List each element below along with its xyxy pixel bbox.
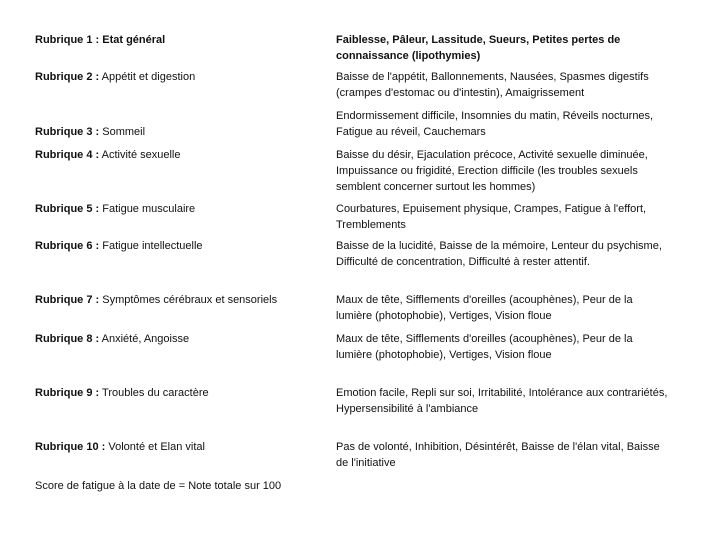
rubrique-title: Activité sexuelle	[101, 149, 181, 161]
rubrique-label	[35, 292, 325, 308]
rubrique-label	[35, 331, 325, 347]
rubrique-number: Rubrique 9 :	[35, 387, 100, 399]
rubrique-number: Rubrique 2 :	[35, 71, 100, 83]
rubrique-title: Appétit et digestion	[101, 71, 196, 83]
rubrique-label	[35, 32, 325, 48]
rubrique-description: Faiblesse, Pâleur, Lassitude, Sueurs, Petites pertes de connaissance (lipothymies)	[336, 34, 621, 62]
rubrique-number: Rubrique 10 :	[35, 441, 106, 453]
rubrique-description: Courbatures, Epuisement physique, Crampes, Fatigue à l'effort, Tremblements	[336, 203, 647, 231]
rubrique-number: Rubrique 4 :	[35, 149, 100, 161]
score-note: Score de fatigue à la date de = Note totale sur 100	[35, 480, 282, 492]
rubrique-title: Fatigue musculaire	[102, 203, 196, 215]
rubrique-description: Baisse du désir, Ejaculation précoce, Activité sexuelle diminuée, Impuissance ou frigidité, Erection difficile (les troubles sexuels semblent concerner surtout les hommes)	[336, 149, 648, 193]
rubrique-number: Rubrique 7 :	[35, 294, 100, 306]
rubrique-number: Rubrique 3 :	[35, 126, 100, 138]
rubrique-title: Anxiété, Angoisse	[101, 333, 190, 345]
rubrique-description: Maux de tête, Sifflements d'oreilles (acouphènes), Peur de la lumière (photophobie), Vertiges, Vision floue	[336, 333, 633, 361]
rubrique-label	[35, 238, 325, 254]
rubrique-description: Pas de volonté, Inhibition, Désintérêt, Baisse de l'élan vital, Baisse de l'initiative	[336, 441, 660, 469]
rubrique-label	[35, 147, 325, 163]
rubrique-label	[35, 124, 325, 140]
rubrique-number: Rubrique 6 :	[35, 240, 100, 252]
rubrique-description: Emotion facile, Repli sur soi, Irritabilité, Intolérance aux contrariétés, Hypersensibilité à l'ambiance	[336, 387, 668, 415]
rubrique-description: Maux de tête, Sifflements d'oreilles (acouphènes), Peur de la lumière (photophobie), Vertiges, Vision floue	[336, 294, 633, 322]
rubrique-description: Endormissement difficile, Insomnies du matin, Réveils nocturnes, Fatigue au réveil, Cauchemars	[336, 110, 654, 138]
rubrique-label	[35, 69, 325, 85]
rubrique-description: Baisse de l'appétit, Ballonnements, Nausées, Spasmes digestifs (crampes d'estomac ou d'intestin), Amaigrissement	[336, 71, 649, 99]
rubrique-description: Baisse de la lucidité, Baisse de la mémoire, Lenteur du psychisme, Difficulté de concentration, Difficulté à rester attentif.	[336, 240, 662, 268]
rubrique-label	[35, 385, 325, 401]
rubrique-title: Troubles du caractère	[102, 387, 209, 399]
rubrique-number: Rubrique 8 :	[35, 333, 100, 345]
rubrique-label	[35, 201, 325, 217]
rubrique-title: Symptômes cérébraux et sensoriels	[102, 294, 278, 306]
rubrique-label	[35, 439, 325, 455]
rubrique-title: Volonté et Elan vital	[108, 441, 205, 453]
rubrique-number: Rubrique 1 :	[35, 34, 100, 46]
rubrique-title: Fatigue intellectuelle	[102, 240, 203, 252]
rubrique-number: Rubrique 5 :	[35, 203, 100, 215]
rubrique-title: Etat général	[102, 34, 166, 46]
rubrique-title: Sommeil	[102, 126, 146, 138]
